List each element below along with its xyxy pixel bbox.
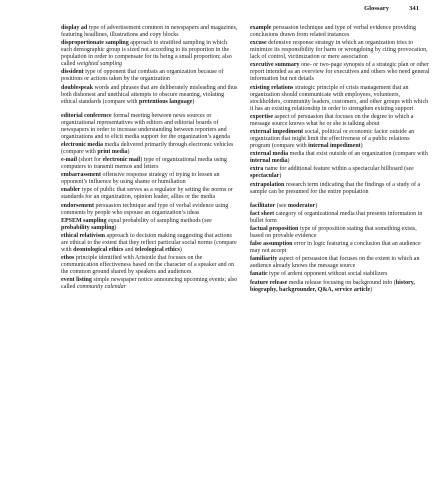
cross-reference-term: spectacular <box>250 173 280 180</box>
definition-text: approach to decision making suggesting that actions are ethical to the extent that they reflect particular social norms (compare with <box>61 232 237 253</box>
glossary-term: ethos <box>61 255 75 262</box>
definition-text: type of proposition stating that something exists, based on provable evidence <box>250 225 417 239</box>
cross-reference-term: electronic mail <box>102 156 141 163</box>
glossary-term: event listing <box>61 277 92 284</box>
glossary-entry <box>61 25 239 39</box>
glossary-term: familiarity <box>250 256 278 263</box>
cross-reference-term: probability sampling <box>61 224 115 231</box>
running-head-title: Glossary <box>364 5 389 12</box>
glossary-term: display ad <box>61 25 88 31</box>
definition-text: name for additional feature within a spectacular billboard (see <box>264 166 414 173</box>
definition-text: words and phrases that are deliberately misleading and thus both dishonest and unethical attempts to obscure meaning, violating ethical standards (compare with <box>61 84 238 105</box>
definition-text: ) <box>287 158 290 165</box>
glossary-term: enabler <box>61 187 81 194</box>
glossary-term: extra <box>250 166 264 173</box>
definition-text: formal meeting between news sources or organizational representatives with editors and editorial boards of newspapers in order to increase understanding between reporters and organizations and to elicit media support for the organization’s agenda <box>61 112 230 140</box>
glossary-term: EPSEM sampling <box>61 217 107 224</box>
definition-text: error in logic featuring a conclusion that an audience may not accept <box>250 241 421 255</box>
definition-text: media that exist outside of an organization (compare with <box>289 151 428 158</box>
glossary-entry <box>250 241 430 255</box>
definition-text: aspect of persuasion that focuses on the extent to which an audience already knows the message source <box>250 256 420 270</box>
glossary-term: ethical relativism <box>61 232 106 239</box>
glossary-entry <box>61 218 239 232</box>
glossary-entry <box>250 129 430 150</box>
definition-text: type of ardent opponent without social stabilizers <box>269 271 388 278</box>
glossary-term: dissident <box>61 69 84 76</box>
definition-text: ) <box>127 148 130 155</box>
page-header <box>61 5 419 17</box>
glossary-term: fact sheet <box>250 210 275 217</box>
glossary-term: example <box>250 25 272 31</box>
glossary-term: electronic media <box>61 141 104 148</box>
glossary-entry <box>61 69 239 83</box>
glossary-entry <box>61 172 239 186</box>
definition-text: research term indicating that the findings of a study of a sample can be presumed for the entire population <box>250 181 421 195</box>
definition-text: ) <box>179 246 182 253</box>
glossary-term: excuse <box>250 40 267 47</box>
definition-text: type of public that serves as a regulator by setting the norms or standards for an organization, opinion leader, allies or the media <box>61 187 233 201</box>
definition-text: simple newspaper notice announcing upcoming events; also called <box>61 277 238 291</box>
definition-text: principle identified with Aristotle that focuses on the communication effectiveness based on the character of a speaker and on the common ground shared by speakers and audiences <box>61 255 235 276</box>
glossary-entry <box>250 211 430 225</box>
definition-text: and <box>123 246 136 253</box>
definition-text: offensive response strategy of trying to lessen an opponent’s influence by using shame or humiliation <box>61 172 220 186</box>
glossary-entry <box>250 85 430 113</box>
page-number: 341 <box>409 5 419 12</box>
glossary-term: expertise <box>250 113 273 120</box>
glossary-term: editorial conference <box>61 112 112 119</box>
glossary-entry <box>250 62 430 83</box>
definition-text: ) <box>279 173 282 180</box>
cross-reference-term: internal impediment <box>308 142 361 149</box>
glossary-entry <box>250 40 430 61</box>
glossary-entry <box>250 166 430 180</box>
glossary-entry <box>250 256 430 270</box>
glossary-entry <box>61 203 239 217</box>
definition-text: one- or two-page synopsis of a strategic plan or other report intended as an overview for executives and others who need general information but not details <box>250 62 430 83</box>
glossary-column-left <box>61 25 239 292</box>
definition-text: media delivered primarily through electronic vehicles (compare with <box>61 141 234 155</box>
glossary-term: executive summary <box>250 62 300 69</box>
glossary-column-right <box>250 25 430 295</box>
glossary-entry <box>61 40 239 68</box>
glossary-term: endorsement <box>61 202 94 209</box>
glossary-term: fanatic <box>250 271 268 278</box>
definition-text: type of advertisement common in newspapers and magazines, featuring headlines, illustrations and copy blocks <box>61 25 238 38</box>
definition-text: media release focusing on background info ( <box>288 279 396 286</box>
definition-text: aspect of persuasion that focuses on the degree to which a message source knows what he or she is talking about <box>250 113 414 127</box>
glossary-entry <box>61 142 239 156</box>
definition-text: persuasion technique and type of verbal evidence providing conclusions drawn from related instances <box>250 25 416 38</box>
definition-text: (short for <box>78 156 103 163</box>
glossary-term: external impediment <box>250 128 304 135</box>
definition-text: ) <box>370 286 373 293</box>
glossary-entry <box>61 277 239 291</box>
cross-reference-term: teleological ethics <box>135 246 180 253</box>
definition-text: ) <box>192 98 195 105</box>
glossary-entry <box>61 113 239 141</box>
glossary-term: embarrassment <box>61 172 101 179</box>
alternate-term: community calendar <box>76 284 126 291</box>
definition-text: ) <box>360 142 363 149</box>
glossary-entry <box>250 114 430 128</box>
glossary-entry <box>61 233 239 254</box>
definition-text: (see <box>276 202 288 209</box>
definition-text: category of organizational media that presents information in bullet form <box>250 210 423 224</box>
glossary-term: disproportionate sampling <box>61 40 129 47</box>
glossary-term: feature release <box>250 279 288 286</box>
glossary-entry <box>250 151 430 165</box>
definition-text: defensive response strategy in which an organization tries to minimize its responsibility for harm or wrongdoing by citing provocation, lack of control, victimization or mere association <box>250 40 428 61</box>
definition-text: approach to stratified sampling in which each demographic group is sized not according to its proportion in the population in order to compensate for its being a small proportion; also called <box>61 40 232 68</box>
cross-reference-term: deontological ethics <box>73 246 124 253</box>
glossary-term: factual proposition <box>250 225 299 232</box>
definition-text: persuasion technique and type of verbal evidence using comments by people who espouse an organization’s ideas <box>61 202 229 216</box>
glossary-entry <box>250 25 430 39</box>
definition-text: ) <box>114 224 117 231</box>
glossary-term: existing relations <box>250 84 294 91</box>
glossary-entry <box>250 182 430 196</box>
cross-reference-term: print media <box>97 148 128 155</box>
glossary-term: extrapolation <box>250 181 285 188</box>
glossary-entry <box>250 271 430 278</box>
glossary-term: external media <box>250 151 289 158</box>
glossary-term: e-mail <box>61 156 77 163</box>
glossary-entry <box>61 187 239 201</box>
alternate-term: weighted sampling <box>76 61 122 68</box>
glossary-entry <box>250 226 430 240</box>
definition-text: ) type of organizational media using computers to transmit memos and letters <box>61 156 227 170</box>
glossary-entry <box>61 255 239 276</box>
glossary-term: doublespeak <box>61 84 94 91</box>
definition-text: strategic principle of crisis management that an organization should communicate with employees, volunteers, stockholders, community leaders, customers, and other groups with which it has an existing relationship in order to strengthen existing support <box>250 84 429 112</box>
glossary-term: false assumption <box>250 241 293 248</box>
glossary-entry <box>61 85 239 106</box>
definition-text: ) <box>315 202 318 209</box>
glossary-entry <box>250 203 430 210</box>
cross-reference-term: history, biography, backgrounder, Q&A, service article <box>250 279 415 293</box>
cross-reference-term: pretentious language <box>138 98 193 105</box>
definition-text: social, political or economic factor outside an organization that might limit the effectiveness of a public relations program (compare with <box>250 128 415 149</box>
cross-reference-term: moderator <box>288 202 316 209</box>
glossary-entry <box>61 157 239 171</box>
glossary-term: facilitator <box>250 202 276 209</box>
glossary-entry <box>250 280 430 294</box>
definition-text: type of opponent that combats an organization because of positions or actions taken by the organization <box>61 69 224 83</box>
cross-reference-term: internal media <box>250 158 288 165</box>
definition-text: equal probability of sampling methods (see <box>108 217 212 224</box>
